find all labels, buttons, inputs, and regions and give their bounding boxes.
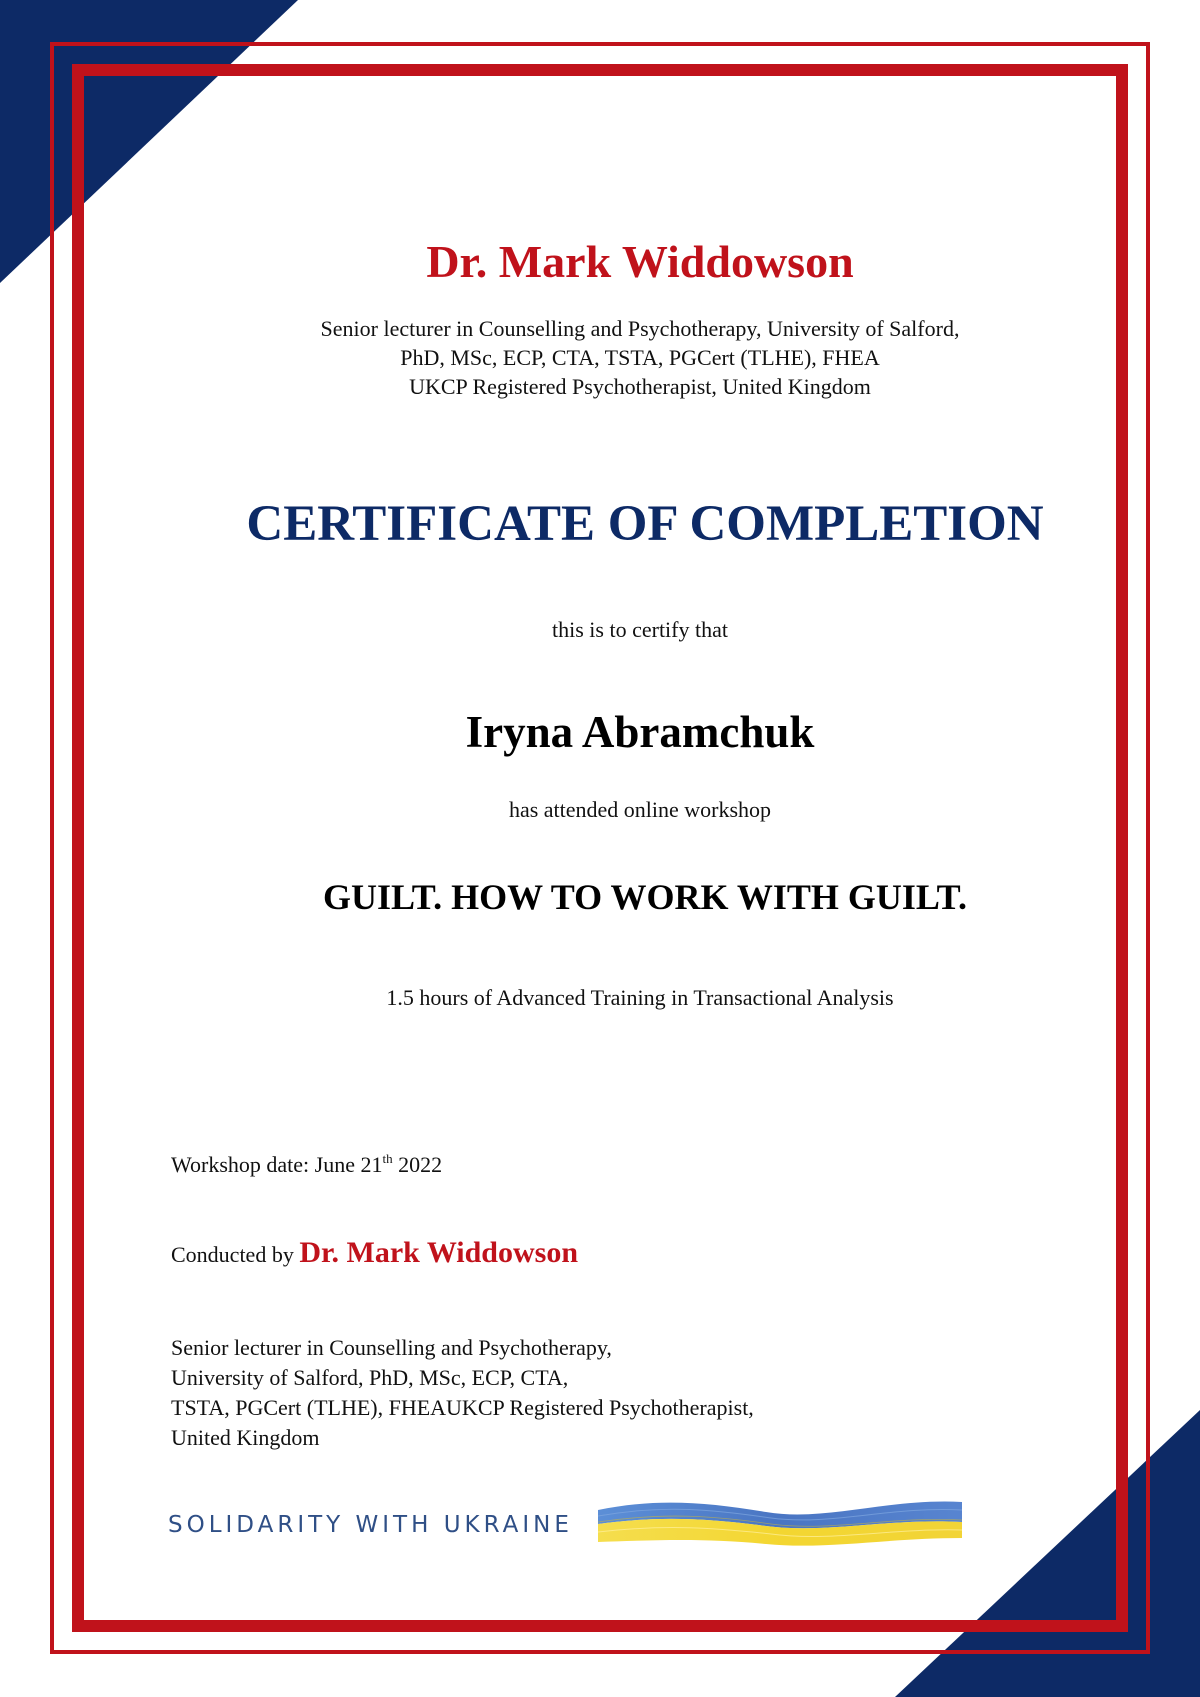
solidarity-text: SOLIDARITY WITH UKRAINE (168, 1512, 573, 1538)
issuer-name: Dr. Mark Widdowson (426, 236, 854, 287)
ukraine-flag-wave-icon (596, 1494, 964, 1550)
certify-text: this is to certify that (552, 617, 728, 642)
training-note: 1.5 hours of Advanced Training in Transactional Analysis (386, 985, 894, 1010)
certificate-title: CERTIFICATE OF COMPLETION (246, 496, 1044, 552)
date-ordinal-suffix: th (382, 1151, 393, 1166)
issuer-credentials (230, 314, 1050, 401)
workshop-date-label: Workshop date: June 21 (171, 1152, 383, 1177)
recipient-name: Iryna Abramchuk (465, 707, 815, 757)
attended-text: has attended online workshop (508, 797, 772, 822)
workshop-date (171, 1152, 442, 1178)
issuer-credentials-line: Senior lecturer in Counselling and Psychotherapy, University of Salford, (320, 316, 960, 341)
issuer-credentials-line: PhD, MSc, ECP, CTA, TSTA, PGCert (TLHE), FHEA (400, 345, 880, 370)
conductor-credentials-line: Senior lecturer in Counselling and Psychotherapy, (171, 1335, 612, 1360)
workshop-date-year: 2022 (392, 1152, 443, 1177)
conductor-name: Dr. Mark Widdowson (299, 1236, 579, 1269)
issuer-credentials-line: UKCP Registered Psychotherapist, United Kingdom (409, 374, 871, 399)
conducted-by (171, 1236, 578, 1270)
conductor-credentials-line: University of Salford, PhD, MSc, ECP, CTA, (171, 1365, 569, 1390)
conductor-credentials-line: United Kingdom (171, 1425, 320, 1450)
conductor-credentials-line: TSTA, PGCert (TLHE), FHEAUKCP Registered Psychotherapist, (171, 1395, 754, 1420)
conducted-label: Conducted by (171, 1242, 300, 1267)
conductor-credentials (171, 1333, 754, 1453)
workshop-title: GUILT. HOW TO WORK WITH GUILT. (323, 877, 967, 917)
